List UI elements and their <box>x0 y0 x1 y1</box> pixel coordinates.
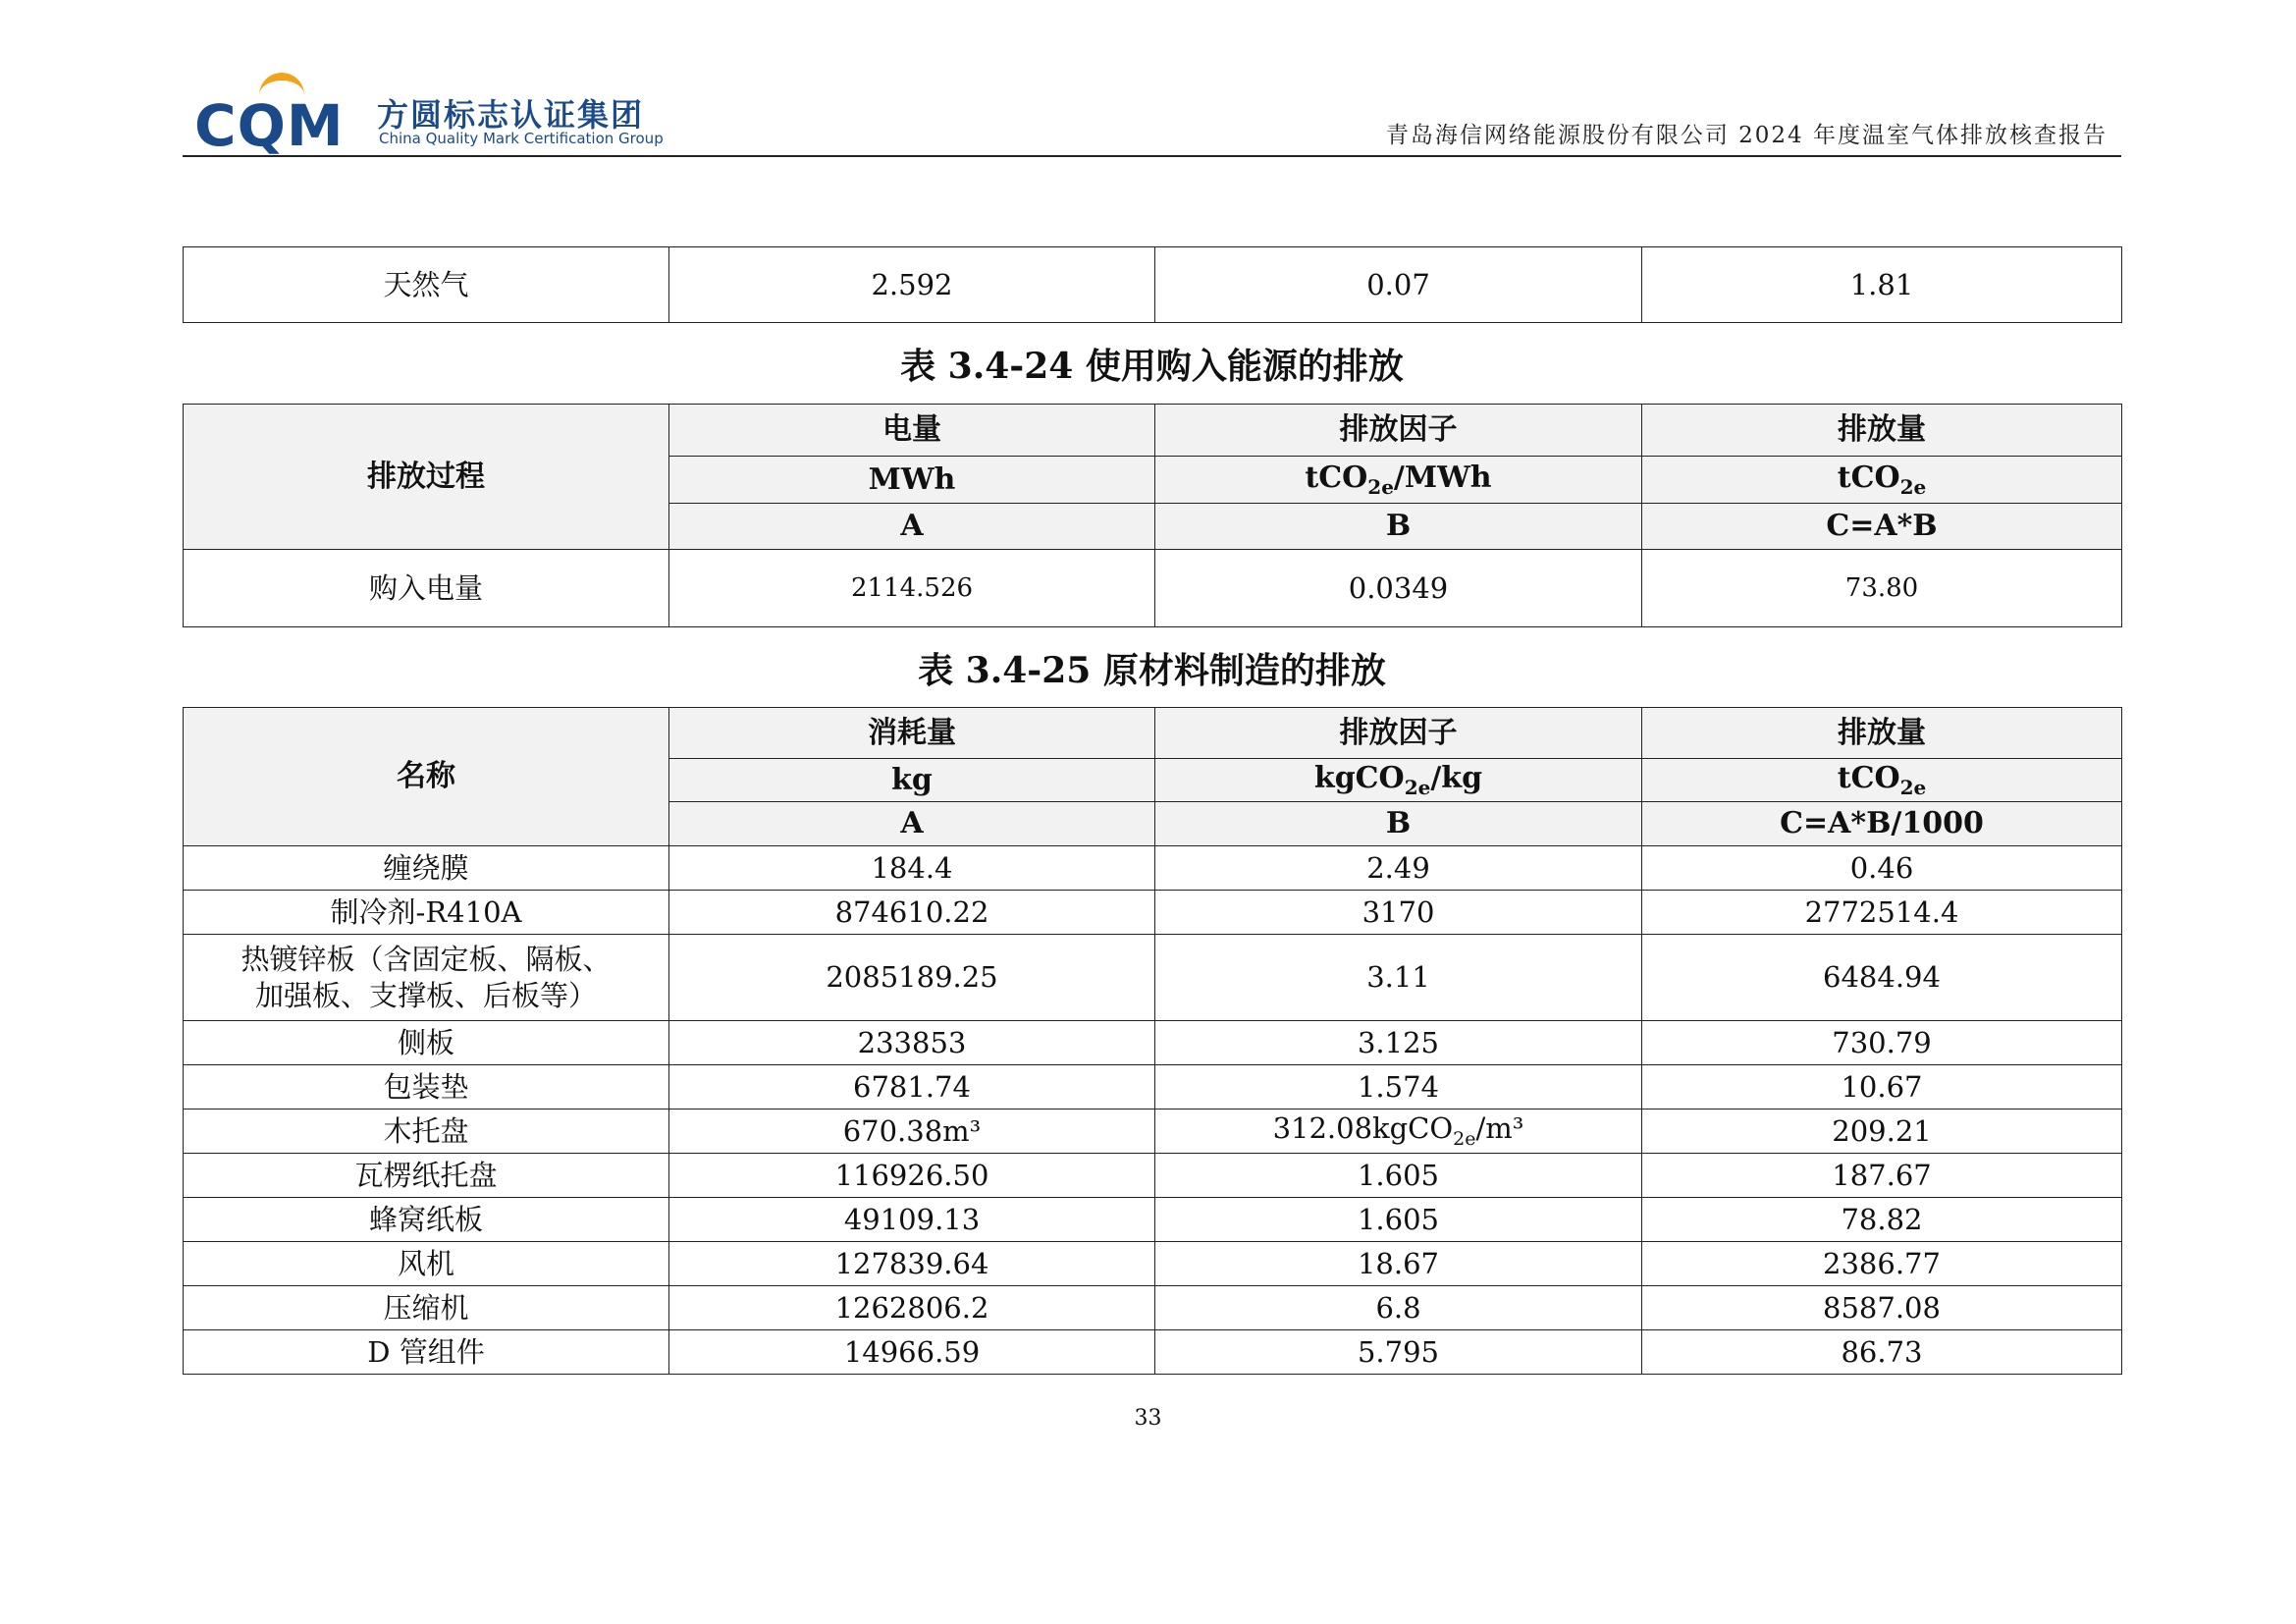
table-row <box>184 1330 2122 1375</box>
unit-pre: tCO <box>1837 761 1900 795</box>
header-factor: 排放因子 <box>1155 405 1642 457</box>
row-value-b: 3.11 <box>1155 935 1642 1021</box>
header-unit-c <box>1642 457 2122 504</box>
row-name: 购入电量 <box>184 550 669 627</box>
header-formula: C=A*B <box>1642 504 2122 550</box>
row-name: 风机 <box>184 1242 669 1286</box>
row-value-c: 8587.08 <box>1642 1286 2122 1330</box>
row-value-c: 209.21 <box>1642 1110 2122 1154</box>
table-row <box>184 1110 2122 1154</box>
row-value-b: 1.605 <box>1155 1198 1642 1242</box>
header-consumption: 消耗量 <box>669 708 1155 759</box>
row-value-a: 184.4 <box>669 846 1155 891</box>
table-row <box>184 1286 2122 1330</box>
header-process: 排放过程 <box>184 405 669 550</box>
table25-caption: 表 3.4-25 原材料制造的排放 <box>918 650 1386 691</box>
row-name: 缠绕膜 <box>184 846 669 891</box>
header-factor: 排放因子 <box>1155 708 1642 759</box>
row-name-line: 热镀锌板（含固定板、隔板、 <box>240 943 612 977</box>
row-name: 天然气 <box>184 247 669 323</box>
factor-pre: 312.08kgCO <box>1272 1111 1454 1146</box>
row-value-a: 116926.50 <box>669 1154 1155 1198</box>
row-value-a: 670.38m³ <box>669 1110 1155 1154</box>
row-value-c: 1.81 <box>1642 247 2122 323</box>
table-header-row <box>184 708 2122 759</box>
row-name: D 管组件 <box>184 1330 669 1375</box>
unit-sub: 2e <box>1404 776 1431 799</box>
table-row <box>184 550 2122 627</box>
table-row <box>184 1021 2122 1065</box>
row-value-b: 6.8 <box>1155 1286 1642 1330</box>
row-value-b: 1.605 <box>1155 1154 1642 1198</box>
row-name <box>184 935 669 1021</box>
cqm-logo <box>194 69 664 159</box>
header-unit-b <box>1155 457 1642 504</box>
header-unit-c <box>1642 759 2122 802</box>
header-symbol-b: B <box>1155 504 1642 550</box>
continued-table <box>183 246 2122 323</box>
row-name: 侧板 <box>184 1021 669 1065</box>
row-value-c: 10.67 <box>1642 1065 2122 1110</box>
row-value-c: 78.82 <box>1642 1198 2122 1242</box>
row-value-c: 2772514.4 <box>1642 891 2122 935</box>
unit-sub: 2e <box>1367 475 1394 499</box>
row-value-b: 0.07 <box>1155 247 1642 323</box>
row-value-c: 86.73 <box>1642 1330 2122 1375</box>
row-value-a: 2114.526 <box>669 550 1155 627</box>
row-value-c: 6484.94 <box>1642 935 2122 1021</box>
table24-caption: 表 3.4-24 使用购入能源的排放 <box>900 346 1404 387</box>
row-name: 蜂窝纸板 <box>184 1198 669 1242</box>
row-name-line: 加强板、支撑板、后板等） <box>254 978 597 1012</box>
row-name: 压缩机 <box>184 1286 669 1330</box>
table24 <box>183 404 2122 627</box>
page-number: 33 <box>1134 1406 1162 1431</box>
logo-chinese-name: 方圆标志认证集团 <box>377 96 645 134</box>
header-name: 名称 <box>184 708 669 846</box>
unit-pre: tCO <box>1305 460 1368 495</box>
row-value-a: 6781.74 <box>669 1065 1155 1110</box>
table-row <box>184 935 2122 1021</box>
header-symbol-b: B <box>1155 802 1642 846</box>
row-name: 木托盘 <box>184 1110 669 1154</box>
report-title: 青岛海信网络能源股份有限公司 2024 年度温室气体排放核查报告 <box>1385 123 2108 148</box>
row-value-a: 2085189.25 <box>669 935 1155 1021</box>
header-unit-a: kg <box>669 759 1155 802</box>
header-emission: 排放量 <box>1642 708 2122 759</box>
row-value-b: 3.125 <box>1155 1021 1642 1065</box>
page-header <box>183 69 2121 157</box>
row-value-c: 2386.77 <box>1642 1242 2122 1286</box>
header-symbol-a: A <box>669 504 1155 550</box>
row-value-a: 233853 <box>669 1021 1155 1065</box>
header-electricity: 电量 <box>669 405 1155 457</box>
unit-sub: 2e <box>1899 475 1927 499</box>
logo-english-name: China Quality Mark Certification Group <box>379 130 664 147</box>
row-value-b <box>1155 1110 1642 1154</box>
row-value-c: 730.79 <box>1642 1021 2122 1065</box>
header-symbol-a: A <box>669 802 1155 846</box>
header-formula: C=A*B/1000 <box>1642 802 2122 846</box>
row-value-a: 49109.13 <box>669 1198 1155 1242</box>
row-value-a: 874610.22 <box>669 891 1155 935</box>
row-value-a: 127839.64 <box>669 1242 1155 1286</box>
row-value-b: 0.0349 <box>1155 550 1642 627</box>
row-value-b: 5.795 <box>1155 1330 1642 1375</box>
row-value-a: 14966.59 <box>669 1330 1155 1375</box>
header-emission: 排放量 <box>1642 405 2122 457</box>
row-value-c: 187.67 <box>1642 1154 2122 1198</box>
table-row <box>184 1065 2122 1110</box>
table-row <box>184 1154 2122 1198</box>
row-name: 包装垫 <box>184 1065 669 1110</box>
unit-post: /MWh <box>1393 460 1492 495</box>
table-header-row <box>184 405 2122 457</box>
table-row <box>184 1198 2122 1242</box>
factor-post: /m³ <box>1475 1111 1524 1146</box>
table-row <box>184 1242 2122 1286</box>
unit-post: /kg <box>1430 761 1483 795</box>
row-value-c: 73.80 <box>1642 550 2122 627</box>
table-row <box>184 247 2122 323</box>
row-value-b: 18.67 <box>1155 1242 1642 1286</box>
logo-mark: CQM <box>194 92 345 159</box>
unit-pre: kgCO <box>1313 761 1405 795</box>
row-value-c: 0.46 <box>1642 846 2122 891</box>
table-row <box>184 891 2122 935</box>
row-value-b: 3170 <box>1155 891 1642 935</box>
factor-sub: 2e <box>1453 1128 1476 1151</box>
row-value-b: 2.49 <box>1155 846 1642 891</box>
row-name: 瓦楞纸托盘 <box>184 1154 669 1198</box>
header-unit-b <box>1155 759 1642 802</box>
row-value-a: 1262806.2 <box>669 1286 1155 1330</box>
row-name: 制冷剂-R410A <box>184 891 669 935</box>
row-value-b: 1.574 <box>1155 1065 1642 1110</box>
unit-sub: 2e <box>1899 776 1927 799</box>
unit-pre: tCO <box>1837 460 1900 495</box>
row-value-a: 2.592 <box>669 247 1155 323</box>
table-row <box>184 846 2122 891</box>
table25 <box>183 707 2122 1375</box>
header-unit-a: MWh <box>669 457 1155 504</box>
